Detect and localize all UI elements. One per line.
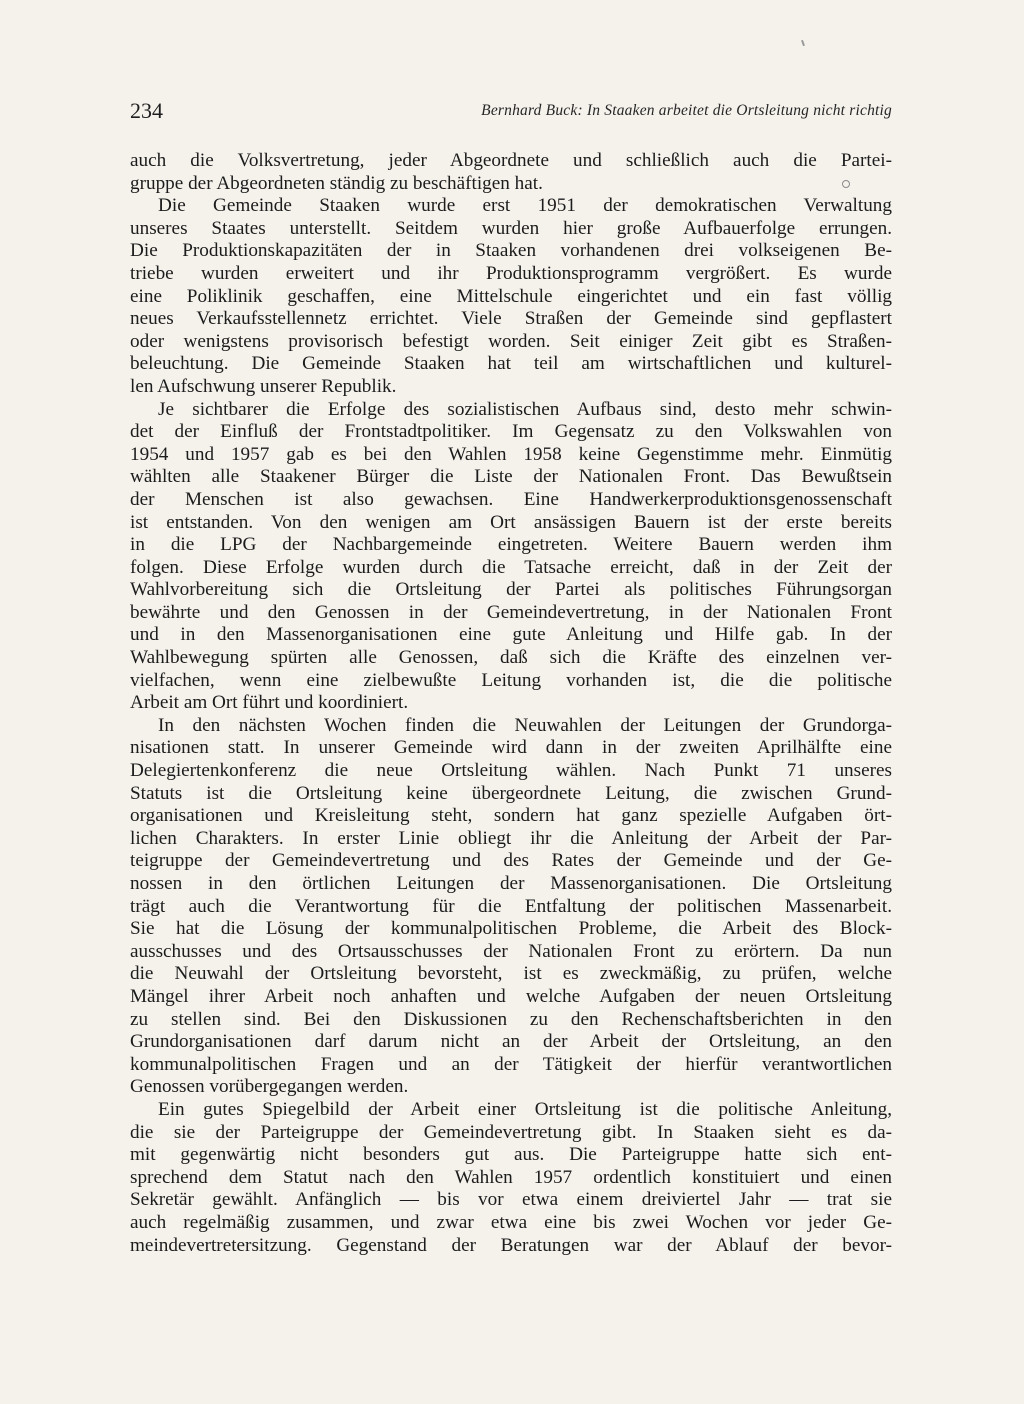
text-line: Grundorganisationen darf darum nicht an der Arbeit der Ortsleitung, an den <box>130 1031 892 1053</box>
text-line: Je sichtbarer die Erfolge des sozialistischen Aufbaus sind, desto mehr schwin- <box>158 398 892 420</box>
text-line: kommunalpolitischen Fragen und an der Tätigkeit der hierfür verantwortlichen <box>130 1053 892 1075</box>
text-line: eine Poliklinik geschaffen, eine Mittelschule eingerichtet und ein fast völlig <box>130 285 892 307</box>
text-line: teigruppe der Gemeindevertretung und des Rates der Gemeinde und der Ge- <box>130 850 892 872</box>
body-text <box>130 150 892 1257</box>
text-line: organisationen und Kreisleitung steht, sondern hat ganz spezielle Aufgaben ört- <box>130 805 892 827</box>
text-line: mit gegenwärtig nicht besonders gut aus. Die Parteigruppe hatte sich ent- <box>130 1144 892 1166</box>
text-line: die sie der Parteigruppe der Gemeindevertretung gibt. In Staaken sieht es da- <box>130 1121 892 1143</box>
text-line: In den nächsten Wochen finden die Neuwahlen der Leitungen der Grundorga- <box>158 714 892 736</box>
page-header <box>130 98 892 128</box>
text-line: Genossen vorübergegangen werden. <box>130 1076 409 1098</box>
text-line: unseres Staates unterstellt. Seitdem wurden hier große Aufbauerfolge errungen. <box>130 217 892 239</box>
paragraph <box>130 195 892 398</box>
text-line: auch regelmäßig zusammen, und zwar etwa eine bis zwei Wochen vor jeder Ge- <box>130 1211 892 1233</box>
text-line: Wahlvorbereitung sich die Ortsleitung der Partei als politisches Führungsorgan <box>130 579 892 601</box>
text-line: nossen in den örtlichen Leitungen der Massenorganisationen. Die Ortsleitung <box>130 873 892 894</box>
text-line: Sekretär gewählt. Anfänglich — bis vor etwa einem dreiviertel Jahr — trat sie <box>130 1189 892 1211</box>
text-line: beleuchtung. Die Gemeinde Staaken hat teil am wirtschaftlichen und kulturel- <box>130 353 892 375</box>
text-line: die Neuwahl der Ortsleitung bevorsteht, ist es zweckmäßig, zu prüfen, welche <box>130 963 892 985</box>
text-line: Die Produktionskapazitäten der in Staaken vorhandenen drei volkseigenen Be- <box>130 240 892 262</box>
text-line: trägt auch die Verantwortung für die Entfaltung der politischen Massenarbeit. <box>130 895 892 917</box>
text-line: ist entstanden. Von den wenigen am Ort ansässigen Bauern ist der erste bereits <box>130 511 892 533</box>
paragraph <box>130 715 892 1099</box>
text-line: Ein gutes Spiegelbild der Arbeit einer Ortsleitung ist die politische Anleitung, <box>158 1098 892 1120</box>
text-line: ausschusses und des Ortsausschusses der Nationalen Front zu erörtern. Da nun <box>130 940 892 962</box>
text-line: Die Gemeinde Staaken wurde erst 1951 der demokratischen Verwaltung <box>158 195 892 217</box>
text-line: triebe wurden erweitert und ihr Produktionsprogramm vergrößert. Es wurde <box>130 262 892 284</box>
text-line: Wahlbewegung spürten alle Genossen, daß sich die Kräfte des einzelnen ver- <box>130 647 892 669</box>
text-line: Sie hat die Lösung der kommunalpolitischen Probleme, die Arbeit des Block- <box>130 918 892 940</box>
text-line: oder wenigstens provisorisch befestigt worden. Seit einiger Zeit gibt es Straßen- <box>130 330 892 352</box>
paragraph <box>130 399 892 715</box>
text-line: zu stellen sind. Bei den Diskussionen zu den Rechenschaftsberichten in den <box>130 1008 892 1030</box>
scan-speck <box>801 40 805 46</box>
text-line: lichen Charakters. In erster Linie obliegt ihr die Anleitung der Arbeit der Par- <box>130 827 892 849</box>
text-line: Arbeit am Ort führt und koordiniert. <box>130 692 409 714</box>
text-line: wählten alle Staakener Bürger die Liste der Nationalen Front. Das Bewußtsein <box>130 466 892 488</box>
text-line: len Aufschwung unserer Republik. <box>130 375 397 397</box>
text-line: Delegiertenkonferenz die neue Ortsleitung wählen. Nach Punkt 71 unseres <box>130 760 892 782</box>
text-line: auch die Volksvertretung, jeder Abgeordnete und schließlich auch die Partei- <box>130 150 892 171</box>
text-line: det der Einfluß der Frontstadtpolitiker. Im Gegensatz zu den Volkswahlen von <box>130 421 892 443</box>
text-line: meindevertretersitzung. Gegenstand der Beratungen war der Ablauf der bevor- <box>130 1234 892 1256</box>
paragraph <box>130 1099 892 1257</box>
paragraph <box>130 150 892 195</box>
text-line: Mängel ihrer Arbeit noch anhaften und welche Aufgaben der neuen Ortsleitung <box>130 985 892 1007</box>
text-line: Statuts ist die Ortsleitung keine übergeordnete Leitung, die zwischen Grund- <box>130 782 892 804</box>
text-line: nisationen statt. In unserer Gemeinde wird dann in der zweiten Aprilhälfte eine <box>130 737 892 759</box>
text-line: 1954 und 1957 gab es bei den Wahlen 1958 keine Gegenstimme mehr. Einmütig <box>130 443 892 465</box>
text-line: bewährte und den Genossen in der Gemeindevertretung, in der Nationalen Front <box>130 601 892 623</box>
text-line: gruppe der Abgeordneten ständig zu beschäftigen hat. <box>130 172 543 194</box>
text-line: der Menschen ist also gewachsen. Eine Handwerkerproduktionsgenossenschaft <box>130 488 892 510</box>
running-head: Bernhard Buck: In Staaken arbeitet die Ortsleitung nicht richtig <box>481 102 892 119</box>
text-line: und in den Massenorganisationen eine gute Anleitung und Hilfe gab. In der <box>130 624 892 646</box>
text-line: folgen. Diese Erfolge wurden durch die Tatsache erreicht, daß in der Zeit der <box>130 556 892 578</box>
text-line: neues Verkaufsstellennetz errichtet. Viele Straßen der Gemeinde sind gepflastert <box>130 308 892 330</box>
text-line: sprechend dem Statut nach den Wahlen 1957 ordentlich konstituiert und einen <box>130 1166 892 1188</box>
page-number: 234 <box>130 98 163 123</box>
text-line: vielfachen, wenn eine zielbewußte Leitung vorhanden ist, die die politische <box>130 669 892 691</box>
text-line: in die LPG der Nachbargemeinde eingetreten. Weitere Bauern werden ihm <box>130 534 892 556</box>
